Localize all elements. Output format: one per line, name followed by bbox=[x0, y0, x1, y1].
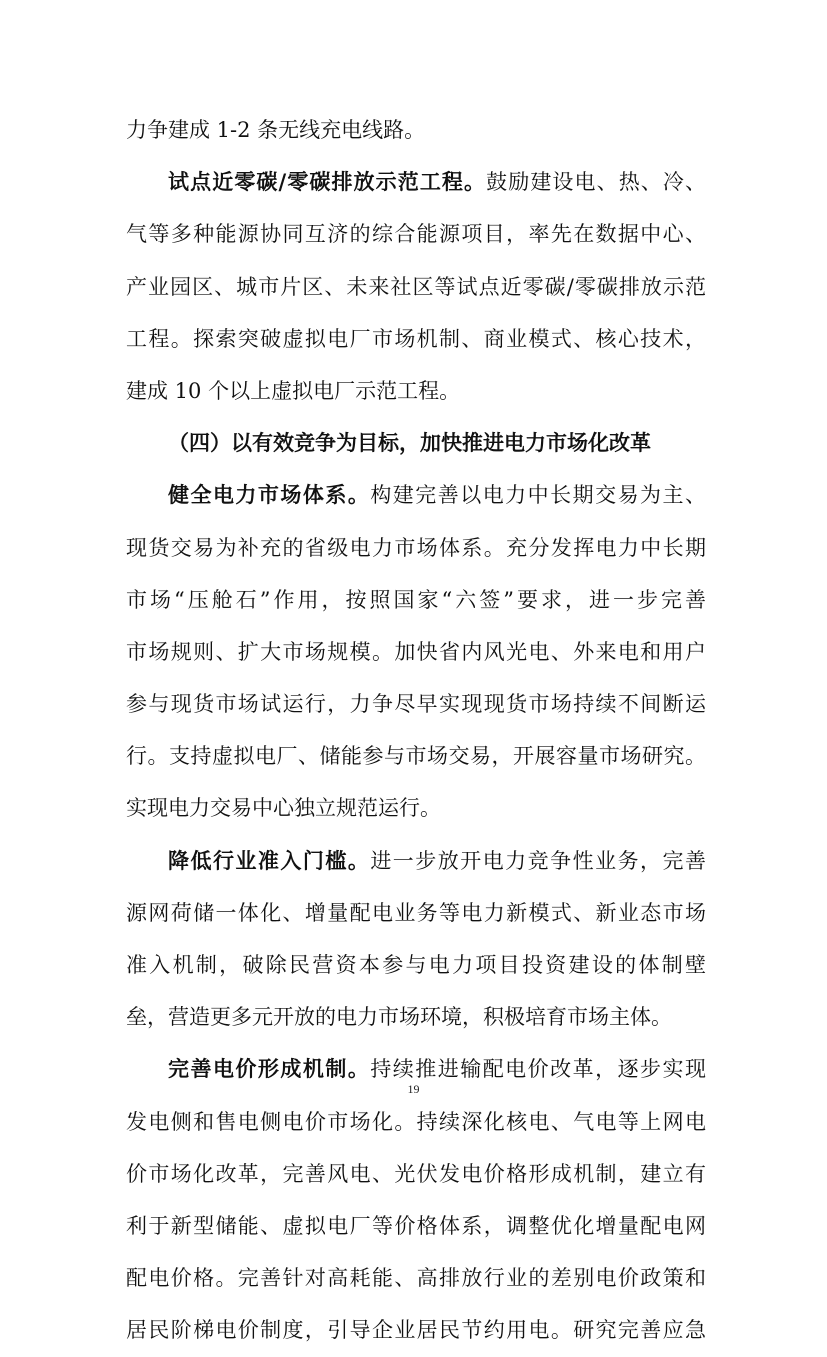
paragraph-lead: 降低行业准入门槛。 bbox=[168, 847, 371, 873]
text-line bbox=[126, 887, 706, 939]
paragraph-text: 进一步放开电力竞争性业务，完善 bbox=[370, 848, 706, 873]
page-number: 19 bbox=[407, 1082, 420, 1096]
paragraph-text: 价市场化改革，完善风电、光伏发电价格形成机制，建立有 bbox=[126, 1161, 706, 1186]
paragraph-text: 市场“压舱石”作用，按照国家“六签”要求，进一步完善 bbox=[126, 587, 706, 612]
text-line bbox=[126, 939, 706, 991]
paragraph-text: 配电价格。完善针对高耗能、高排放行业的差别电价政策和 bbox=[126, 1266, 706, 1291]
text-line bbox=[126, 313, 706, 365]
paragraph-text: 实现电力交易中心独立规范运行。 bbox=[126, 796, 441, 821]
paragraph-text: 建成 10 个以上虚拟电厂示范工程。 bbox=[126, 378, 461, 403]
text-line bbox=[126, 991, 706, 1043]
paragraph-text: 构建完善以电力中长期交易为主、 bbox=[370, 483, 706, 508]
section-heading bbox=[126, 417, 706, 469]
paragraph-text: 居民阶梯电价制度，引导企业居民节约用电。研究完善应急 bbox=[126, 1318, 706, 1343]
text-line bbox=[126, 626, 706, 678]
text-line bbox=[126, 1096, 706, 1148]
paragraph-text: 市场规则、扩大市场规模。加快省内风光电、外来电和用户 bbox=[126, 639, 706, 664]
paragraph-text: 产业园区、城市片区、未来社区等试点近零碳/零碳排放示范 bbox=[126, 274, 706, 299]
text-line bbox=[126, 1304, 706, 1356]
text-line bbox=[126, 1200, 706, 1252]
paragraph-text: 参与现货市场试运行，力争尽早实现现货市场持续不间断运 bbox=[126, 692, 706, 717]
paragraph-lead: 试点近零碳/零碳排放示范工程。 bbox=[168, 169, 487, 195]
text-line bbox=[126, 1148, 706, 1200]
text-line bbox=[126, 730, 706, 782]
paragraph-text: 持续推进输配电价改革，逐步实现 bbox=[370, 1057, 706, 1082]
paragraph-text: 鼓励建设电、热、冷、 bbox=[486, 170, 706, 195]
paragraph-text: 发电侧和售电侧电价市场化。持续深化核电、气电等上网电 bbox=[126, 1109, 706, 1134]
text-line bbox=[126, 261, 706, 313]
section-heading-text: （四）以有效竞争为目标，加快推进电力市场化改革 bbox=[168, 430, 651, 456]
paragraph-text: 行。支持虚拟电厂、储能参与市场交易，开展容量市场研究。 bbox=[126, 744, 706, 769]
paragraph-text: 利于新型储能、虚拟电厂等价格体系，调整优化增量配电网 bbox=[126, 1213, 706, 1238]
paragraph-text: 力争建成 1-2 条无线充电线路。 bbox=[126, 118, 426, 142]
text-line bbox=[126, 782, 706, 834]
paragraph-text: 准入机制，破除民营资本参与电力项目投资建设的体制壁 bbox=[126, 953, 706, 977]
paragraph-text: 气等多种能源协同互济的综合能源项目，率先在数据中心、 bbox=[126, 222, 706, 247]
paragraph-lead: 完善电价形成机制。 bbox=[168, 1056, 371, 1082]
text-line bbox=[126, 1252, 706, 1304]
paragraph-lead: 健全电力市场体系。 bbox=[168, 482, 371, 508]
text-line bbox=[126, 835, 706, 887]
text-line bbox=[126, 104, 706, 156]
text-line bbox=[126, 678, 706, 730]
text-line bbox=[126, 365, 706, 417]
paragraph-text: 源网荷储一体化、增量配电业务等电力新模式、新业态市场 bbox=[126, 900, 706, 925]
paragraph-text: 工程。探索突破虚拟电厂市场机制、商业模式、核心技术， bbox=[126, 326, 706, 351]
paragraph-text: 现货交易为补充的省级电力市场体系。充分发挥电力中长期 bbox=[126, 535, 706, 560]
text-line bbox=[126, 522, 706, 574]
paragraph-text: 垒，营造更多元开放的电力市场环境，积极培育市场主体。 bbox=[126, 1005, 672, 1030]
text-line bbox=[126, 469, 706, 521]
text-line bbox=[126, 156, 706, 208]
text-line bbox=[126, 574, 706, 626]
text-line bbox=[126, 208, 706, 260]
